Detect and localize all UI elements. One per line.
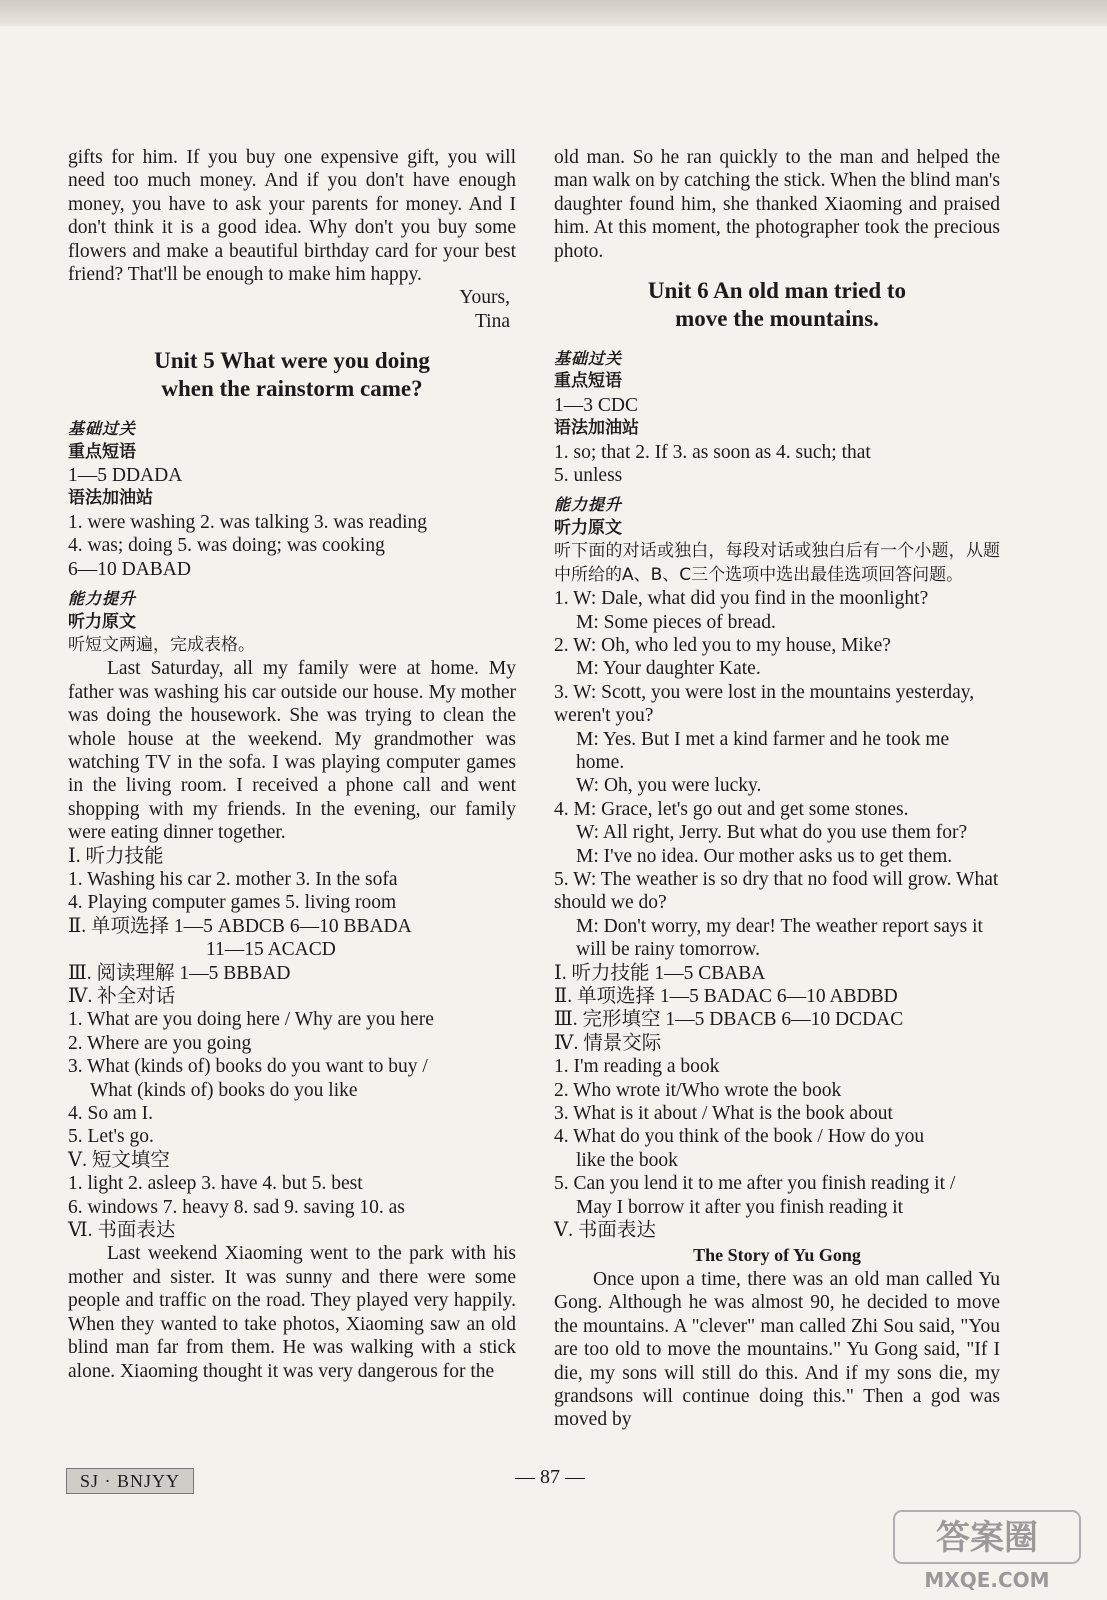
essay-end-text: old man. So he ran quickly to the man and helped the man walk on by catching the stick. When the blind man's daughter found him, she thanked Xiaoming and praised him. At this moment, the photographer took the precious photo. [554, 147, 1000, 262]
dialog-answer: M: Your daughter Kate. [576, 658, 761, 680]
answer-line: Ⅳ. 补全对话 [68, 986, 176, 1007]
dialog-4 [554, 798, 1000, 868]
top-scan-strip [0, 0, 1107, 26]
dialog-question: 4. M: Grace, let's go out and get some stones. [554, 798, 909, 820]
answer-line: What (kinds of) books do you like [90, 1079, 358, 1101]
phrases-answer: 1—5 DDADA [68, 465, 183, 487]
story-title: The Story of Yu Gong [693, 1245, 861, 1266]
right-column [554, 146, 1000, 1432]
answer-line: 4. What do you think of the book / How do you [554, 1126, 925, 1148]
answer-line: Ⅵ. 书面表达 [68, 1220, 176, 1242]
answer-line: 1. What are you doing here / Why are you here [68, 1009, 434, 1031]
dialog-question: 5. W: The weather is so dry that no food will grow. What should we do? [554, 868, 999, 914]
answer-line: Ⅳ. 情景交际 [554, 1032, 662, 1054]
watermark-url: MXQE.COM [924, 1568, 1050, 1592]
answer-line: 3. What (kinds of) books do you want to buy / [68, 1056, 428, 1078]
page-number: — 87 — [515, 1466, 585, 1488]
dialog-answer: M: Yes. But I met a kind farmer and he took me home. [576, 728, 950, 773]
subsection-phrases: 重点短语 [68, 441, 136, 462]
answer-line: 5. Can you lend it to me after you finish reading it / [554, 1173, 956, 1195]
dialog-question: 3. W: Scott, you were lost in the mountains yesterday, weren't you? [554, 681, 975, 727]
grammar-line: 5. unless [554, 465, 623, 487]
section-ability: 能力提升 [554, 495, 623, 515]
subsection-grammar: 语法加油站 [68, 488, 153, 509]
answer-line: 1. Washing his car 2. mother 3. In the sofa [68, 868, 398, 890]
answer-line: like the book [576, 1149, 678, 1171]
unit6-title-line1: Unit 6 An old man tried to [647, 278, 907, 304]
letter-closing: Yours, [459, 287, 510, 309]
answer-line: Ⅰ. 听力技能 [68, 845, 164, 867]
dialog-question: 1. W: Dale, what did you find in the moonlight? [554, 588, 929, 610]
answer-line: 11—15 ACACD [206, 939, 336, 961]
unit5-title [68, 347, 516, 403]
subsection-listening: 听力原文 [68, 611, 136, 632]
answer-line: 6. windows 7. heavy 8. sad 9. saving 10. as [68, 1196, 405, 1218]
dialog-answer: M: I've no idea. Our mother asks us to get them. [576, 845, 953, 867]
section-basic: 基础过关 [68, 419, 137, 439]
section-basic: 基础过关 [554, 349, 623, 369]
grammar-line: 4. was; doing 5. was doing; was cooking [68, 535, 385, 557]
dialog-3 [554, 681, 1000, 798]
dialog-answer: W: Oh, you were lucky. [576, 775, 762, 797]
answer-line: 5. Let's go. [68, 1126, 154, 1148]
dialog-answer: W: All right, Jerry. But what do you use them for? [576, 822, 968, 844]
story-text: Once upon a time, there was an old man called Yu Gong. Although he was almost 90, he decided to move the mountains. A "clever" man called Zhi Sou said, "You are too old to move the mountains." Yu Gong said, "If I die, my sons will still do this. And if my sons die, my grandsons will continue doing this." Then a god was moved by [554, 1268, 1000, 1431]
dialog-5 [554, 868, 1000, 962]
answer-line: Ⅴ. 书面表达 [554, 1220, 656, 1242]
answer-line: May I borrow it after you finish reading it [576, 1196, 904, 1218]
answer-line: Ⅲ. 完形填空 1—5 DBACB 6—10 DCDAC [554, 1009, 904, 1031]
letter-end-text: gifts for him. If you buy one expensive gift, you will need too much money. And if you don't have enough money, you have to ask your parents for money. And I don't think it is a good idea. Why don't you buy some flowers and make a beautiful birthday card for your best friend? That'll be enough to make him happy. [68, 147, 516, 286]
dialog-1 [554, 587, 1000, 634]
dialog-answer: M: Some pieces of bread. [576, 611, 776, 633]
answer-line: Ⅲ. 阅读理解 1—5 BBBAD [68, 962, 291, 984]
essay-text: Last weekend Xiaoming went to the park with his mother and sister. It was sunny and there were some people and traffic on the road. They played very happily. When they wanted to take photos, Xiaoming saw an old blind man far from them. He was walking with a stick alone. Xiaoming thought it was very dangerous for the [68, 1243, 516, 1382]
unit6-title-line2: move the mountains. [675, 306, 879, 332]
answer-line: Ⅴ. 短文填空 [68, 1149, 170, 1171]
answer-line: 4. So am I. [68, 1103, 154, 1125]
subsection-phrases: 重点短语 [554, 371, 622, 392]
watermark-logo [890, 1505, 1090, 1595]
dialog-question: 2. W: Oh, who led you to my house, Mike? [554, 634, 891, 656]
watermark-logo-graphic [890, 1505, 1090, 1595]
listening-instruction: 听下面的对话或独白，每段对话或独白后有一个小题，从题中所给的A、B、C三个选项中选出最佳选项回答问题。 [554, 541, 1000, 585]
watermark-chars: 答案圈 [936, 1518, 1038, 1558]
answer-line: 3. What is it about / What is the book about [554, 1103, 893, 1125]
unit5-title-line2: when the rainstorm came? [161, 376, 423, 402]
listening-text: Last Saturday, all my family were at home. My father was washing his car outside our house. My mother was doing the housework. She was trying to clean the whole house at the weekend. My grandmother was watching TV in the sofa. I was playing computer games in the living room. I received a phone call and went shopping with my friends. In the evening, our family were eating dinner together. [68, 658, 516, 844]
answer-line: Ⅱ. 单项选择 1—5 ABDCB 6—10 BBADA [68, 915, 412, 937]
answer-line: Ⅰ. 听力技能 1—5 CBABA [554, 962, 766, 984]
letter-signature: Tina [474, 310, 510, 332]
phrases-answer: 1—3 CDC [554, 394, 638, 416]
unit6-title [554, 277, 1000, 333]
subsection-listening: 听力原文 [554, 517, 622, 538]
answer-line: 2. Who wrote it/Who wrote the book [554, 1079, 842, 1101]
left-column [68, 146, 516, 1383]
series-badge: SJ · BNJYY [66, 1468, 194, 1494]
answer-line: Ⅱ. 单项选择 1—5 BADAC 6—10 ABDBD [554, 986, 898, 1007]
dialog-answer: M: Don't worry, my dear! The weather report says it will be rainy tomorrow. [576, 915, 983, 961]
subsection-grammar: 语法加油站 [554, 418, 639, 439]
grammar-line: 6—10 DABAD [68, 558, 191, 580]
answer-line: 2. Where are you going [68, 1032, 252, 1054]
grammar-line: 1. were washing 2. was talking 3. was reading [68, 511, 428, 533]
answer-line: 1. light 2. asleep 3. have 4. but 5. best [68, 1173, 363, 1195]
unit5-title-line1: Unit 5 What were you doing [154, 348, 430, 374]
dialog-2 [554, 634, 1000, 681]
answer-line: 1. I'm reading a book [554, 1056, 720, 1078]
grammar-line: 1. so; that 2. If 3. as soon as 4. such; that [554, 441, 871, 463]
section-ability: 能力提升 [68, 589, 137, 609]
listening-instruction: 听短文两遍，完成表格。 [68, 634, 255, 655]
answer-line: 4. Playing computer games 5. living room [68, 892, 397, 914]
